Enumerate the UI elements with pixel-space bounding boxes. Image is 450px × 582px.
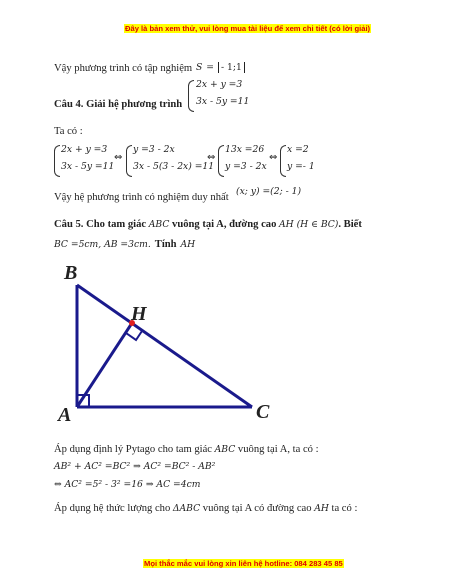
triangle-figure (50, 255, 290, 430)
question-5-givens (54, 234, 195, 252)
solution-set-expression (196, 57, 245, 75)
step4-eq2: y =- 1 (287, 161, 315, 172)
side-bc (77, 285, 252, 407)
preview-notice-banner: Đây là bản xem thử, vui lòng mua tài liệu để xem chi tiết (có lời giải) (125, 24, 371, 33)
triangle-name: ABC (148, 219, 170, 230)
step3-eq1: 13x =26 (225, 144, 265, 155)
pythagoras-equation-2: ⇔ AC² =5² - 3² =16 ⇒ AC =4cm (54, 479, 201, 490)
q4-unique-solution: (x; y) =(2; - 1) (236, 186, 302, 197)
set-symbol: S (196, 62, 203, 73)
step2-eq1: y =3 - 2x (133, 144, 175, 155)
vertex-label-b: B (64, 262, 78, 284)
step2-brace (126, 145, 132, 177)
hethuc-sentence (54, 503, 357, 514)
target-ah: AH (180, 239, 196, 250)
equivalence-arrow-3: ⇔ (269, 152, 278, 163)
vertex-label-c: C (256, 401, 270, 423)
step4-eq1: x =2 (287, 144, 309, 155)
right-angle-mark-h (126, 331, 142, 340)
vertex-label-a: A (58, 404, 72, 426)
equivalence-arrow-1: ⇔ (114, 152, 123, 163)
ta-co-text: Ta có : (54, 126, 83, 137)
triangle-name-2: ABC (214, 444, 236, 455)
pythagoras-sentence (54, 444, 319, 455)
hotline-footer: Mọi thắc mắc vui lòng xin liên hệ hotline: 084 283 45 85 (144, 559, 343, 568)
step2-eq2: 3x - 5(3 - 2x) =11 (133, 161, 215, 172)
system-brace (188, 80, 194, 112)
pythagoras-pre: Áp dụng định lý Pytago cho tam giác (54, 444, 213, 455)
pythagoras-post: vuông tại A, ta có : (237, 444, 319, 455)
step1-eq1: 2x + y =3 (61, 144, 108, 155)
question-5-statement (54, 219, 362, 230)
step1-brace (54, 145, 60, 177)
altitude-condition: AH (H ∈ BC) (279, 219, 339, 230)
hethuc-mid: vuông tại A có đường cao (202, 503, 312, 514)
system-equation-1: 2x + y =3 (196, 79, 243, 90)
equals-sign: = (206, 62, 214, 73)
step4-brace (280, 145, 286, 177)
pythagoras-equation-1: AB² + AC² =BC² ⇒ AC² =BC² - AB² (54, 461, 216, 472)
hethuc-pre: Áp dụng hệ thức lượng cho (54, 503, 171, 514)
given-lengths: BC =5cm, AB =3cm. (54, 239, 151, 250)
hethuc-post: ta có : (331, 503, 358, 514)
set-content: - 1;1 (221, 62, 242, 73)
solution-set-text: Vậy phương trình có tập nghiệm (54, 63, 193, 74)
vertex-label-h: H (131, 303, 147, 325)
step1-eq2: 3x - 5y =11 (61, 161, 115, 172)
q5-label-mid: vuông tại A, đường cao (172, 219, 277, 230)
question-4-label: Câu 4. Giải hệ phương trình (54, 99, 183, 110)
equivalence-arrow-2: ⇔ (207, 152, 216, 163)
step3-brace (218, 145, 224, 177)
biet-label: . Biết (338, 219, 362, 230)
triangle-symbol: ΔABC (172, 503, 201, 514)
q5-label: Câu 5. Cho tam giác (54, 219, 147, 230)
tinh-label: Tính (154, 239, 177, 250)
step3-eq2: y =3 - 2x (225, 161, 267, 172)
system-equation-2: 3x - 5y =11 (196, 96, 250, 107)
q4-conclusion-text: Vậy hệ phương trình có nghiệm duy nhất (54, 192, 229, 203)
altitude-ah-label: AH (314, 503, 329, 514)
